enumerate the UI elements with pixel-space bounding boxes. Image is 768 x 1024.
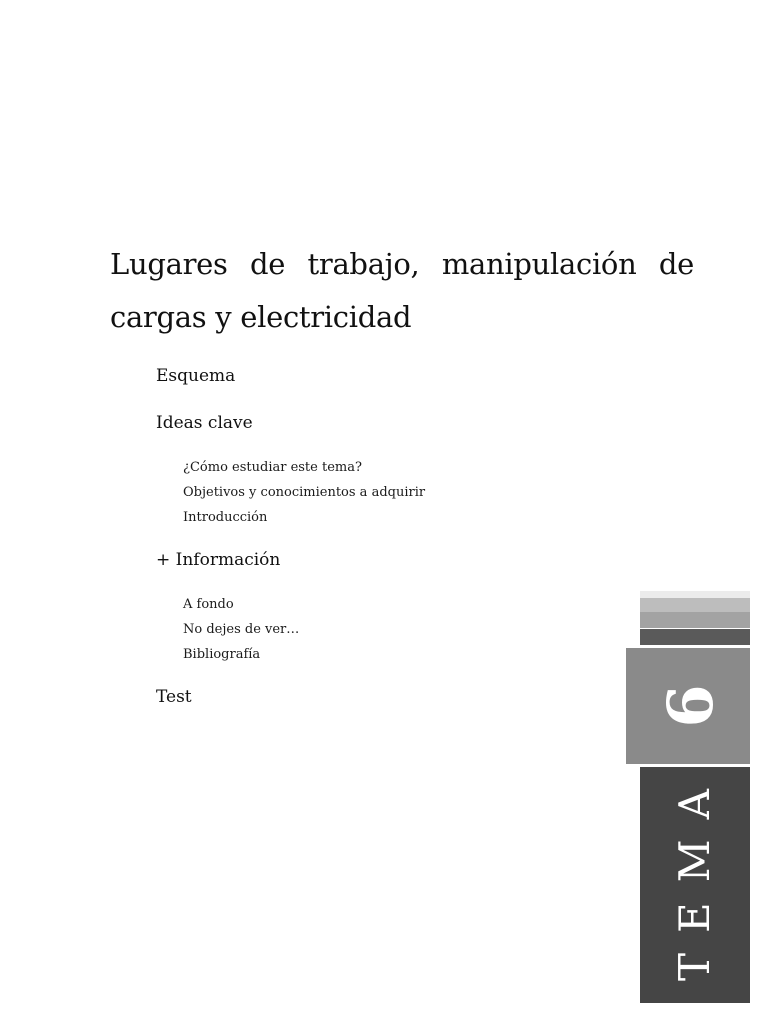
page-title: Lugares de trabajo, manipulación de cargas y electricidad [110,247,694,334]
chapter-number: 9 [652,684,725,728]
mas-informacion-item-a-fondo[interactable]: A fondo [183,597,234,612]
ideas-clave-item-objetivos[interactable]: Objetivos y conocimientos a adquirir [183,485,426,500]
chapter-label-box [640,767,750,1003]
mas-informacion-item-bibliografia[interactable]: Bibliografía [183,647,261,662]
ideas-clave-item-introduccion[interactable]: Introducción [183,510,268,525]
section-esquema[interactable]: Esquema [156,366,236,386]
tab-stripe-lightest [640,591,750,598]
chapter-label: TEMA [670,768,719,982]
ideas-clave-item-como-estudiar[interactable]: ¿Cómo estudiar este tema? [183,460,362,475]
chapter-number-box [626,648,750,764]
tab-stripe-light [640,598,750,612]
tab-stripe-dark [640,629,750,645]
section-mas-informacion[interactable]: + Información [156,550,281,570]
mas-informacion-item-no-dejes-de-ver[interactable]: No dejes de ver… [183,622,300,637]
tab-stripe-medium [640,612,750,628]
section-ideas-clave[interactable]: Ideas clave [156,413,253,433]
section-test[interactable]: Test [156,687,192,707]
